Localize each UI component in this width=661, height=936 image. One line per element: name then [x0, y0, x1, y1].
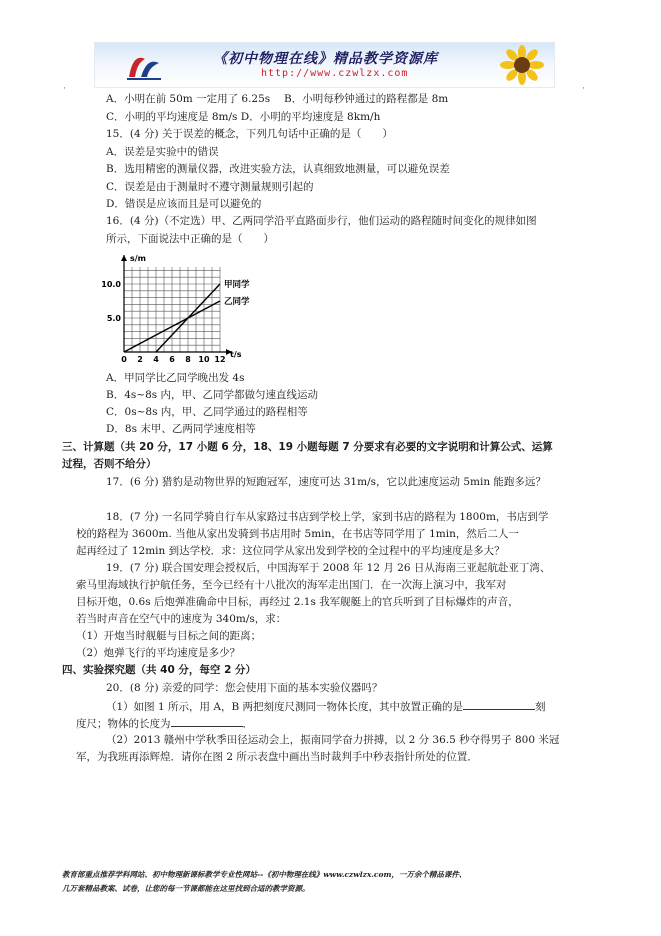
q16-stem-line1: 16．(4 分)（不定选）甲、乙两同学沿平直路面步行，他们运动的路程随时间变化的规律如图 — [106, 215, 537, 227]
q14-options-ab: A．小明在前 50m 一定用了 6.25s B．小明每秒钟通过的路程都是 8m — [106, 93, 449, 105]
q16-option-c: C．0s~8s 内，甲、乙同学通过的路程相等 — [106, 406, 308, 418]
y-tick-label: 5.0 — [106, 314, 121, 323]
q18-line3: 起再经过了 12min 到达学校．求：这位同学从家出发到学校的全过程中的平均速度是多大？ — [76, 545, 505, 557]
q20-part2-line1: （2）2013 赣州中学秋季田径运动会上，振南同学奋力拼搏，以 2 分 36.5 秒夺得男子 800 米冠 — [106, 734, 560, 746]
q19-line3: 目标开炮，0.6s 后炮弹准确命中目标，再经过 2.1s 我军舰艇上的官兵听到了目标爆炸的声音， — [76, 596, 519, 608]
x-tick-label: 2 — [137, 355, 143, 364]
x-tick-label: 12 — [214, 355, 226, 364]
q15-option-c: C．误差是由于测量时不遵守测量规则引起的 — [106, 181, 314, 193]
x-axis-label: t/s — [230, 350, 242, 359]
q19-sub1: （1）开炮当时舰艇与目标之间的距离； — [76, 630, 262, 642]
section3-heading-line2: 过程，否则不给分） — [62, 458, 157, 470]
q20-part2-line2: 军，为我班再添辉煌．请你在图 2 所示表盘中画出当时裁判手中秒表指针所处的位置． — [76, 751, 478, 763]
section4-heading: 四、实验探究题（共 40 分，每空 2 分） — [62, 664, 257, 676]
q19-line4: 若当时声音在空气中的速度为 340m/s，求： — [76, 613, 287, 625]
series-label: 甲同学 — [224, 280, 250, 290]
q16-option-d: D．8s 末甲、乙两同学速度相等 — [106, 423, 256, 435]
q14-options-cd: C．小明的平均速度是 8m/s D．小明的平均速度是 8km/h — [106, 111, 381, 123]
q15-option-d: D．错误是应该而且是可以避免的 — [106, 198, 262, 210]
q16-stem-line2: 所示，下面说法中正确的是（ ） — [106, 233, 274, 245]
q20-part1-text-a: （1）如图 1 所示，用 A，B 两把刻度尺测同一物体长度，其中放置正确的是 — [106, 701, 464, 713]
margin-mark: · — [63, 84, 66, 94]
q17-text: 17．(6 分) 猎豹是动物世界的短跑冠军，速度可达 31m/s，它以此速度运动 5min 能跑多远？ — [106, 476, 546, 488]
banner-url[interactable]: http://www.czwlzx.com — [261, 68, 409, 79]
section3-heading-line1: 三、计算题（共 20 分，17 小题 6 分，18、19 小题每题 7 分要求有必要的文字说明和计算公式、运算 — [62, 441, 553, 453]
x-tick-label: 0 — [121, 355, 127, 364]
y-axis-arrow-icon — [121, 255, 127, 261]
x-tick-label: 10 — [198, 355, 210, 364]
answer-blank-ruler[interactable] — [463, 698, 535, 710]
q15-option-a: A．误差是实验中的错误 — [106, 146, 219, 158]
q15-option-b: B．选用精密的测量仪器，改进实验方法，认真细致地测量，可以避免误差 — [106, 163, 450, 175]
sunflower-icon — [496, 45, 548, 85]
q18-line1: 18．(7 分) 一名同学骑自行车从家路过书店到学校上学，家到书店的路程为 1800m，书店到学 — [106, 511, 549, 523]
header-banner — [94, 42, 555, 88]
q19-line2: 索马里海域执行护航任务，至今已经有十八批次的海军走出国门．在一次海上演习中，我军对 — [76, 579, 507, 591]
distance-time-chart — [100, 250, 260, 368]
q20-line1: 20．(8 分) 亲爱的同学：您会使用下面的基本实验仪器吗？ — [106, 682, 383, 694]
x-tick-label: 4 — [153, 355, 159, 364]
q19-line1: 19．(7 分) 联合国安理会授权后，中国海军于 2008 年 12 月 26 日从海南三亚起航赴亚丁湾、 — [106, 562, 551, 574]
q19-sub2: （2）炮弹飞行的平均速度是多少？ — [76, 647, 241, 659]
page-footer — [62, 868, 602, 896]
q20-part1-text-c: 度尺；物体的长度为 — [76, 718, 171, 730]
banner-title: 《初中物理在线》精品教学资源库 — [213, 51, 438, 67]
footer-line1: 教育部重点推荐学科网站、初中物理新课标教学专业性网站--《初中物理在线》www.czwlzx.com，一万余个精品课件、 — [62, 870, 467, 879]
q20-part1-line2 — [76, 715, 253, 731]
y-tick-label: 10.0 — [101, 280, 121, 289]
site-logo-icon — [125, 49, 165, 81]
margin-mark: · — [582, 84, 585, 94]
q15-stem: 15．(4 分) 关于误差的概念，下列几句话中正确的是（ ） — [106, 128, 393, 140]
q20-part1-text-b: 刻 — [535, 701, 546, 713]
series-label: 乙同学 — [224, 297, 250, 307]
q20-part1-line1 — [106, 698, 546, 714]
q16-option-a: A．甲同学比乙同学晚出发 4s — [106, 372, 245, 384]
footer-line2: 几万套精品教案、试卷，让您的每一节课都能在这里找到合适的教学资源。 — [62, 884, 310, 893]
answer-blank-length[interactable] — [171, 715, 243, 727]
q20-part1-text-d: ． — [242, 718, 253, 730]
y-axis-label: s/m — [130, 254, 147, 263]
x-tick-label: 6 — [169, 355, 175, 364]
q18-line2: 校的路程为 3600m. 当他从家出发骑到书店用时 5min，在书店等同学用了 1min，然后二人一 — [76, 528, 519, 540]
q16-option-b: B．4s~8s 内，甲、乙同学都做匀速直线运动 — [106, 389, 318, 401]
x-tick-label: 8 — [185, 355, 191, 364]
